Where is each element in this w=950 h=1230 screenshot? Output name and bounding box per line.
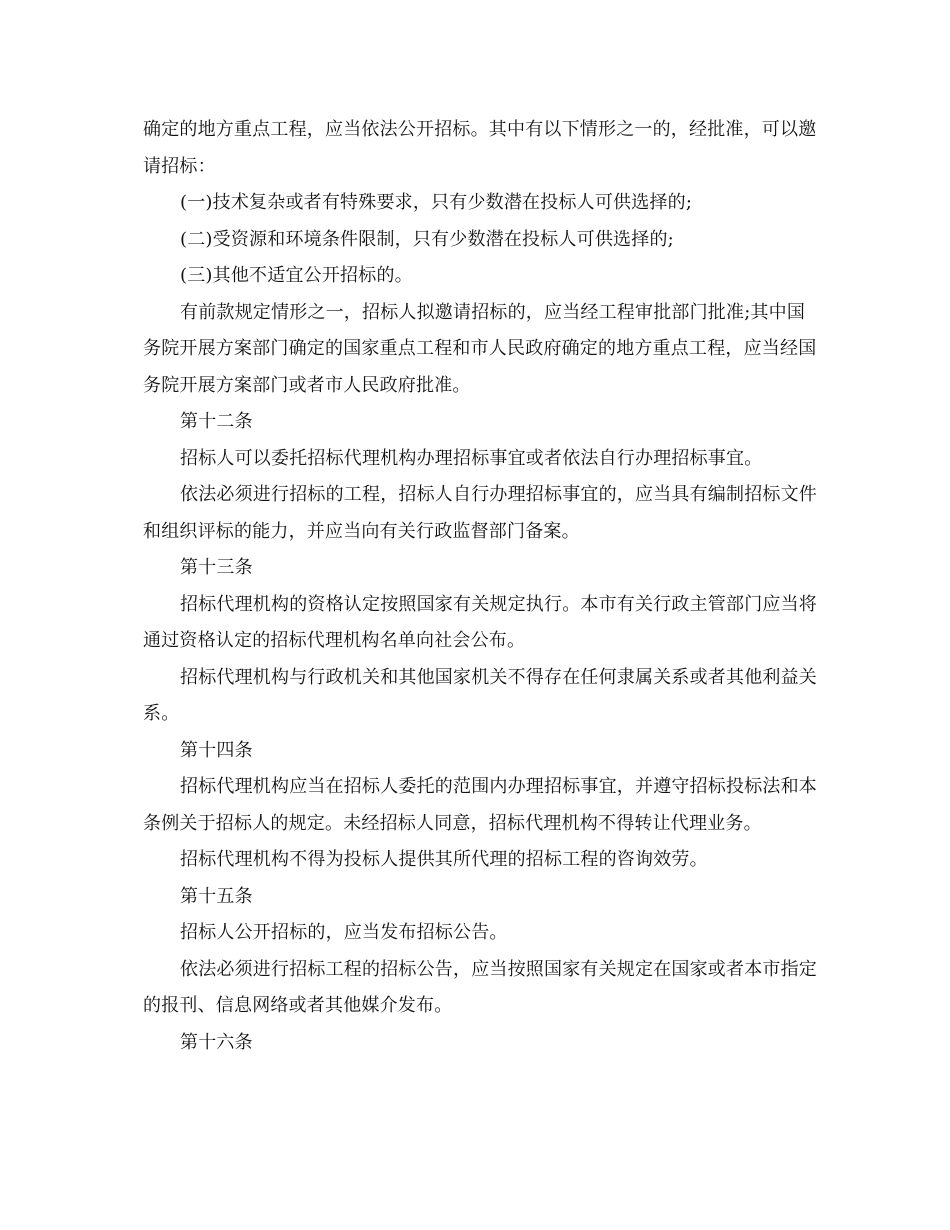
article-heading-13: 第十三条 xyxy=(180,557,253,578)
paragraph: 招标人公开招标的，应当发布招标公告。 xyxy=(180,922,508,943)
paragraph: 有前款规定情形之一，招标人拟邀请招标的，应当经工程审批部门批准;其中国务院开展方案部门确定的国家重点工程和市人民政府确定的地方重点工程，应当经国务院开展方案部门或者市人民政府批准。 xyxy=(143,301,817,396)
paragraph: 依法必须进行招标工程的招标公告，应当按照国家有关规定在国家或者本市指定的报刊、信息网络或者其他媒介发布。 xyxy=(143,958,817,1016)
article-heading-14: 第十四条 xyxy=(180,739,253,761)
paragraph: 招标代理机构与行政机关和其他国家机关不得存在任何隶属关系或者其他利益关系。 xyxy=(143,666,817,724)
paragraph: 招标代理机构的资格认定按照国家有关规定执行。本市有关行政主管部门应当将通过资格认定的招标代理机构名单向社会公布。 xyxy=(143,593,817,651)
paragraph: 招标人可以委托招标代理机构办理招标事宜或者依法自行办理招标事宜。 xyxy=(180,447,763,469)
list-item-1: (一)技术复杂或者有特殊要求，只有少数潜在投标人可供选择的; xyxy=(180,192,693,213)
article-heading-15: 第十五条 xyxy=(180,885,253,907)
article-heading-16: 第十六条 xyxy=(180,1031,253,1053)
paragraph: 依法必须进行招标的工程，招标人自行办理招标事宜的，应当具有编制招标文件和组织评标的能力，并应当向有关行政监督部门备案。 xyxy=(143,484,817,542)
list-item-2: (二)受资源和环境条件限制，只有少数潜在投标人可供选择的; xyxy=(180,228,674,250)
paragraph: 招标代理机构不得为投标人提供其所代理的招标工程的咨询效劳。 xyxy=(180,849,708,870)
paragraph-continuation: 确定的地方重点工程，应当依法公开招标。其中有以下情形之一的，经批准，可以邀请招标： xyxy=(143,119,817,177)
paragraph: 招标代理机构应当在招标人委托的范围内办理招标事宜，并遵守招标投标法和本条例关于招标人的规定。未经招标人同意，招标代理机构不得转让代理业务。 xyxy=(143,776,817,834)
article-heading-12: 第十二条 xyxy=(180,411,253,432)
list-item-3: (三)其他不适宜公开招标的。 xyxy=(180,265,413,286)
document-body xyxy=(143,112,823,1061)
